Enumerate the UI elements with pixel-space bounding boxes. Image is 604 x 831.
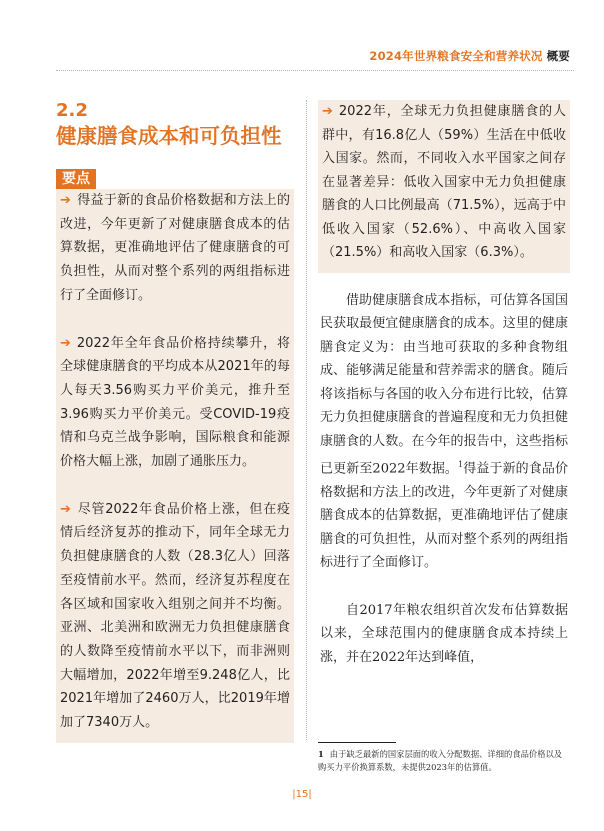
footnote-rule <box>318 742 396 743</box>
body-text <box>318 289 570 670</box>
arrow-icon: ➔ <box>60 335 71 351</box>
report-title: 2024年世界粮食安全和营养状况 <box>369 49 543 63</box>
footnote <box>318 748 566 774</box>
key-points-box <box>56 189 294 743</box>
page-number: |15| <box>292 789 312 800</box>
body-paragraph-1: 借助健康膳食成本指标，可估算各国国民获取最便宜健康膳食的成本。这里的健康膳食定义为：由当地可获取的多种食物组成、能够满足能量和营养需求的膳食。随后将该指标与各国的收入分布进行比较，估算无力负担健康膳食的普遍程度和无力负担健康膳食的人数。在今年的报告中，这些指标已更新至2022年数据。$^1$得益于新的食品价格数据和方法上的改进，今年更新了对健康膳食成本的估算数据，更准确地评估了健康膳食的可负担性，从而对整个系列的两组指标进行了全面修订。 <box>320 292 568 571</box>
key-point-4: ➔ 2022年，全球无力负担健康膳食的人群中，有16.8亿人（59%）生活在中低收入国家。然而，不同收入水平国家之间存在显著差异：低收入国家中无力负担健康膳食的人口比例最高（71.5%），远高于中低收入国家（52.6%）、中高收入国家（21.5%）和高收入国家（6.3%）。 <box>322 104 566 260</box>
header-rule <box>56 70 574 71</box>
running-header <box>369 48 570 64</box>
section-title: 健康膳食成本和可负担性 <box>56 124 282 148</box>
header-tag: 概要 <box>546 49 570 63</box>
arrow-icon: ➔ <box>322 104 333 119</box>
right-column <box>318 100 570 669</box>
section-number: 2.2 <box>56 100 88 121</box>
arrow-icon: ➔ <box>60 501 71 517</box>
key-points-box-continued <box>318 100 570 273</box>
column-divider <box>306 100 307 740</box>
body-paragraph-2: 自2017年粮农组织首次发布估算数据以来，全球范围内的健康膳食成本持续上涨，并在2022年达到峰值， <box>320 602 568 665</box>
footnote-text: 由于缺乏最新的国家层面的收入分配数据、详细的食品价格以及购买力平价换算系数，未提供2023年的估算值。 <box>318 749 563 772</box>
left-column <box>56 100 294 743</box>
arrow-icon: ➔ <box>60 193 71 208</box>
key-point-2: ➔ 2022年全年食品价格持续攀升，将全球健康膳食的平均成本从2021年的每人每天3.56购买力平价美元，推升至3.96购买力平价美元。受COVID-19疫情和乌克兰战争影响，国际粮食和能源价格大幅上涨，加剧了通胀压力。 <box>60 335 290 470</box>
key-points-label: 要点 <box>56 169 96 189</box>
footnote-number: 1 <box>318 749 324 759</box>
key-point-1: ➔ 得益于新的食品价格数据和方法上的改进，今年更新了对健康膳食成本的估算数据，更准确地评估了健康膳食的可负担性，从而对整个系列的两组指标进行了全面修订。 <box>60 193 290 303</box>
footnote-ref[interactable]: 1 <box>458 460 464 469</box>
key-point-3: ➔ 尽管2022年食品价格上涨，但在疫情后经济复苏的推动下，同年全球无力负担健康膳食的人数（28.3亿人）回落至疫情前水平。然而，经济复苏程度在各区域和国家收入组别之间并不均衡。亚洲、北美洲和欧洲无力负担健康膳食的人数降至疫情前水平以下，而非洲则大幅增加，2022年增至9.248亿人，比2021年增加了2460万人，比2019年增加了7340万人。 <box>60 501 290 731</box>
